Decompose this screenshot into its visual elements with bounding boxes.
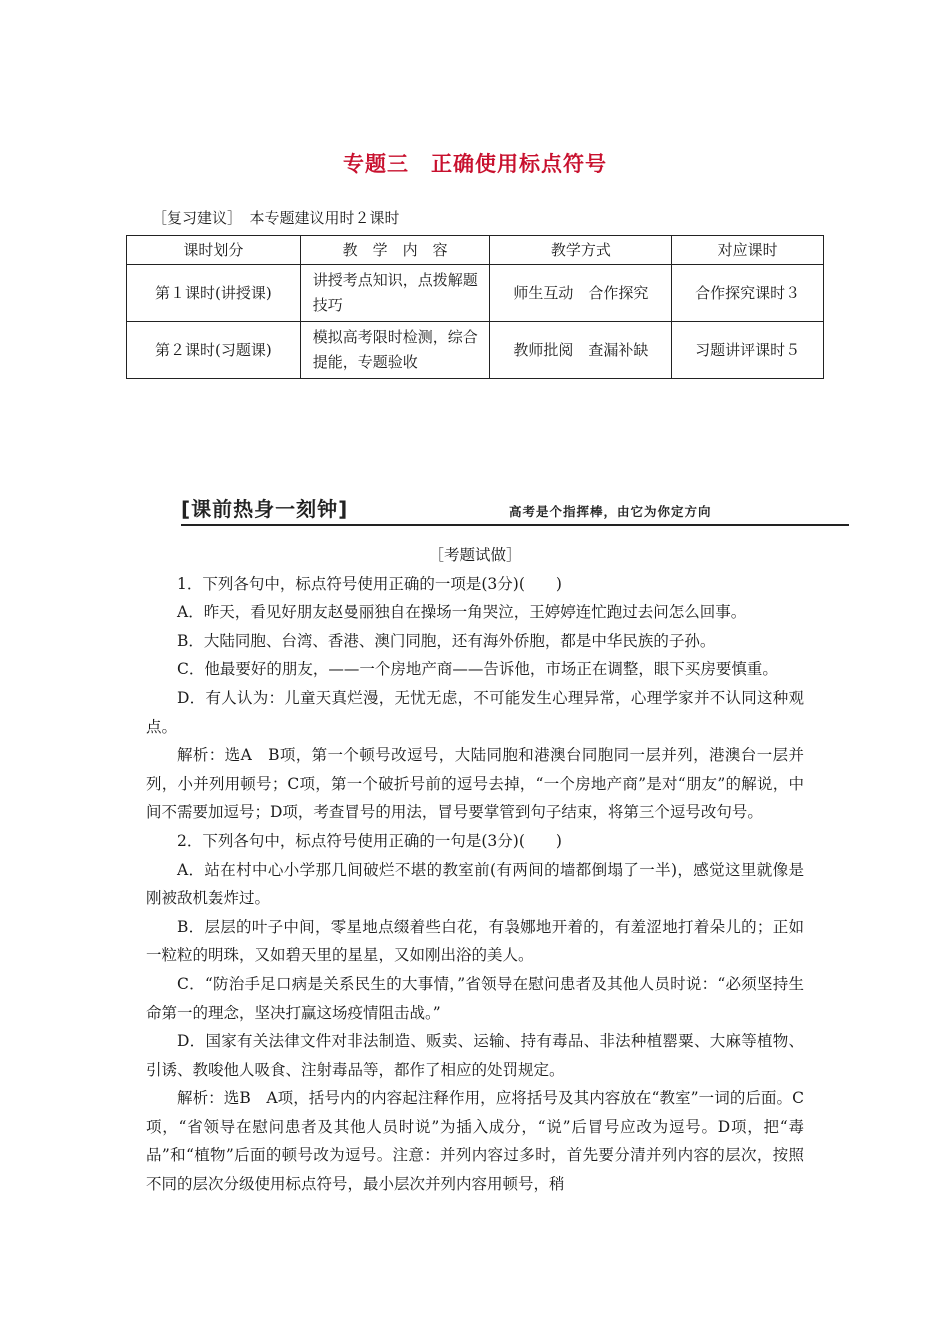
answer-option: B．大陆同胞、台湾、香港、澳门同胞，还有海外侨胞，都是中华民族的子孙。 <box>177 631 716 650</box>
answer-option: B．层层的叶子中间，零星地点缀着些白花，有袅娜地开着的，有羞涩地打着朵儿的；正如一粒粒的明珠，又如碧天里的星星，又如刚出浴的美人。 <box>146 917 804 965</box>
table-cell: 模拟高考限时检测，综合提能，专题验收 <box>300 322 490 379</box>
table-row <box>127 265 824 322</box>
table-cell: 第１课时(讲授课) <box>127 265 301 322</box>
question-stem: 1．下列各句中，标点符号使用正确的一项是(3分)( ) <box>177 574 562 593</box>
answer-option: A．昨天，看见好朋友赵曼丽独自在操场一角哭泣，王婷婷连忙跑过去问怎么回事。 <box>177 603 747 622</box>
table-header-cell: 教学方式 <box>490 236 672 265</box>
table-header-cell: 对应课时 <box>672 236 824 265</box>
table-cell: 合作探究课时３ <box>672 265 824 322</box>
answer-option: A．站在村中心小学那几间破烂不堪的教室前(有两间的墙都倒塌了一半)，感觉这里就像是刚被敌机轰炸过。 <box>146 860 804 908</box>
table-cell: 教师批阅 查漏补缺 <box>490 322 672 379</box>
explanation: 解析：选B A项，括号内的内容起注释作用，应将括号及其内容放在“教室”一词的后面。C项，“省领导在慰问患者及其他人员时说”为插入成分，“说”后冒号应改为逗号。D项，把“毒品”和“植物”后面的顿号改为逗号。注意：并列内容过多时，首先要分清并列内容的层次，按照不同的层次分级使用标点符号，最小层次并列内容用顿号，稍 <box>146 1089 804 1194</box>
exercise-content <box>146 541 804 1199</box>
answer-option: C．“防治手足口病是关系民生的大事情，”省领导在慰问患者及其他人员时说：“必须坚持生命第一的理念，坚决打赢这场疫情阻击战。” <box>146 974 804 1022</box>
table-cell: 师生互动 合作探究 <box>490 265 672 322</box>
answer-option: D．有人认为：儿童天真烂漫，无忧无虑，不可能发生心理异常，心理学家并不认同这种观点。 <box>146 688 804 736</box>
table-cell: 讲授考点知识，点拨解题技巧 <box>300 265 490 322</box>
review-suggestion: ［复习建议］ 本专题建议用时２课时 <box>152 209 400 227</box>
table-row <box>127 322 824 379</box>
answer-option: C．他最要好的朋友，——一个房地产商——告诉他，市场正在调整，眼下买房要慎重。 <box>177 660 778 679</box>
table-cell: 第２课时(习题课) <box>127 322 301 379</box>
section-banner <box>181 494 849 526</box>
banner-slogan: 高考是个指挥棒，由它为你定方向 <box>509 504 712 519</box>
table-header-cell: 课时划分 <box>127 236 301 265</box>
lesson-plan-table <box>126 235 824 379</box>
table-cell: 习题讲评课时５ <box>672 322 824 379</box>
section-heading: ［考题试做］ <box>428 546 522 564</box>
table-header-row <box>127 236 824 265</box>
explanation: 解析：选A B项，第一个顿号改逗号，大陆同胞和港澳台同胞同一层并列，港澳台一层并列，小并列用顿号；C项，第一个破折号前的逗号去掉，“一个房地产商”是对“朋友”的解说，中间不需要加逗号；D项，考查冒号的用法，冒号要掌管到句子结束，将第三个逗号改句号。 <box>146 746 804 822</box>
page-title: 专题三 正确使用标点符号 <box>343 152 607 176</box>
question-stem: 2．下列各句中，标点符号使用正确的一句是(3分)( ) <box>177 831 562 850</box>
table-header-cell: 教 学 内 容 <box>300 236 490 265</box>
banner-title: [课前热身一刻钟] <box>181 497 349 521</box>
answer-option: D．国家有关法律文件对非法制造、贩卖、运输、持有毒品、非法种植罂粟、大麻等植物、引诱、教唆他人吸食、注射毒品等，都作了相应的处罚规定。 <box>146 1032 804 1079</box>
